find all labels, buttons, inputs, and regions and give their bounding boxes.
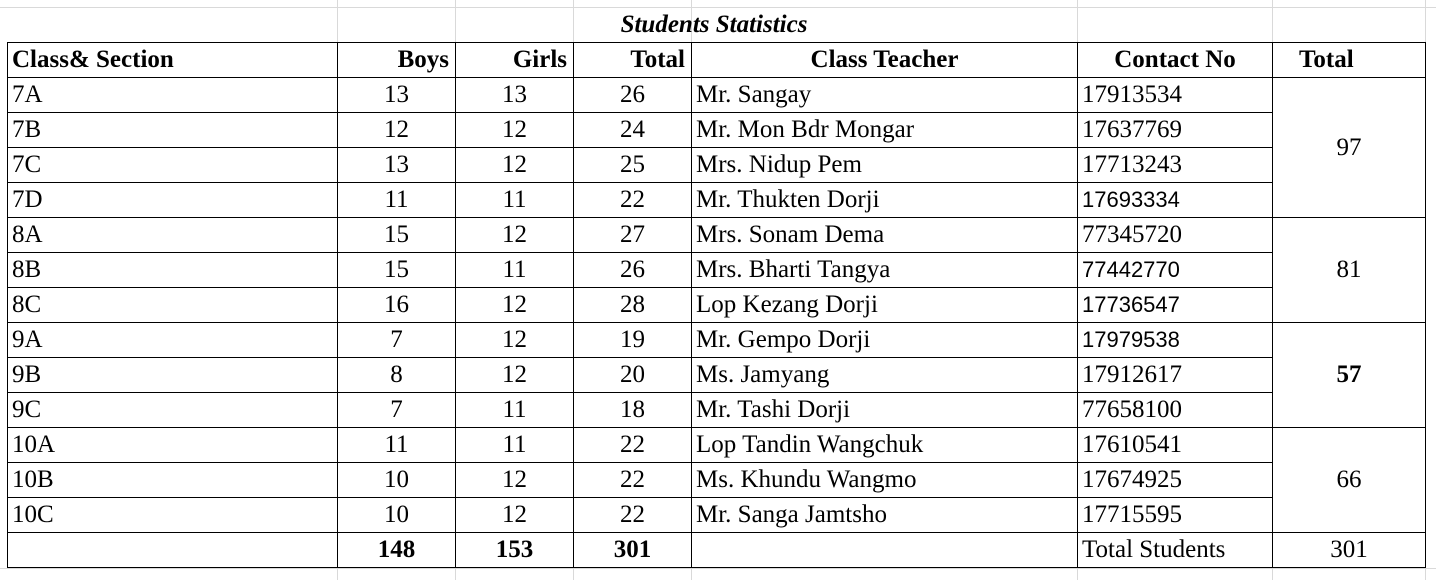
cell-class[interactable]: 7D xyxy=(8,183,338,218)
header-row xyxy=(8,43,1426,78)
cell-boys[interactable]: 13 xyxy=(338,148,456,183)
cell-girls[interactable]: 12 xyxy=(456,463,574,498)
cell-contact[interactable]: 17693334 xyxy=(1078,183,1273,218)
table-row xyxy=(8,78,1426,113)
table-row xyxy=(8,113,1426,148)
totals-row xyxy=(8,533,1426,568)
cell-class[interactable]: 10B xyxy=(8,463,338,498)
header-contact-no[interactable]: Contact No xyxy=(1078,43,1273,78)
cell-class[interactable]: 8C xyxy=(8,288,338,323)
cell-teacher[interactable]: Mr. Thukten Dorji xyxy=(692,183,1078,218)
cell-contact[interactable]: 17913534 xyxy=(1078,78,1273,113)
cell-boys[interactable]: 12 xyxy=(338,113,456,148)
cell-total[interactable]: 26 xyxy=(574,78,692,113)
cell-girls[interactable]: 12 xyxy=(456,323,574,358)
cell-girls[interactable]: 12 xyxy=(456,218,574,253)
cell-teacher[interactable]: Ms. Khundu Wangmo xyxy=(692,463,1078,498)
cell-contact[interactable]: 17715595 xyxy=(1078,498,1273,533)
cell-girls[interactable]: 12 xyxy=(456,288,574,323)
cell-contact[interactable]: 17736547 xyxy=(1078,288,1273,323)
cell-total[interactable]: 26 xyxy=(574,253,692,288)
cell-boys[interactable]: 11 xyxy=(338,428,456,463)
cell-class[interactable]: 9C xyxy=(8,393,338,428)
header-boys[interactable]: Boys xyxy=(338,43,456,78)
cell-boys[interactable]: 13 xyxy=(338,78,456,113)
cell-contact[interactable]: 17713243 xyxy=(1078,148,1273,183)
cell-contact[interactable]: 77442770 xyxy=(1078,253,1273,288)
cell-boys[interactable]: 7 xyxy=(338,323,456,358)
cell-total[interactable]: 27 xyxy=(574,218,692,253)
sheet-title-text: Students Statistics xyxy=(620,11,808,38)
cell-total[interactable]: 22 xyxy=(574,183,692,218)
cell-total-boys[interactable]: 148 xyxy=(338,533,456,568)
cell-girls[interactable]: 11 xyxy=(456,183,574,218)
students-table xyxy=(7,42,1426,568)
cell-girls[interactable]: 12 xyxy=(456,148,574,183)
cell-teacher[interactable]: Mr. Tashi Dorji xyxy=(692,393,1078,428)
table-row xyxy=(8,323,1426,358)
cell-contact[interactable]: 17610541 xyxy=(1078,428,1273,463)
cell-boys[interactable]: 8 xyxy=(338,358,456,393)
cell-class[interactable]: 7C xyxy=(8,148,338,183)
cell-class[interactable]: 8B xyxy=(8,253,338,288)
cell-class[interactable]: 10A xyxy=(8,428,338,463)
cell-class[interactable]: 8A xyxy=(8,218,338,253)
cell-boys[interactable]: 16 xyxy=(338,288,456,323)
table-row xyxy=(8,358,1426,393)
header-class-section[interactable]: Class& Section xyxy=(8,43,338,78)
cell-girls[interactable]: 13 xyxy=(456,78,574,113)
cell-grade9-total[interactable]: 57 xyxy=(1273,323,1426,428)
cell-total[interactable]: 24 xyxy=(574,113,692,148)
table-row xyxy=(8,183,1426,218)
cell-teacher[interactable]: Lop Kezang Dorji xyxy=(692,288,1078,323)
header-grade-total[interactable]: Total xyxy=(1273,43,1426,78)
cell-total[interactable]: 19 xyxy=(574,323,692,358)
cell-total[interactable]: 18 xyxy=(574,393,692,428)
cell-contact[interactable]: 17674925 xyxy=(1078,463,1273,498)
cell-contact[interactable]: 17912617 xyxy=(1078,358,1273,393)
cell-girls[interactable]: 12 xyxy=(456,498,574,533)
cell-total[interactable]: 28 xyxy=(574,288,692,323)
table-row xyxy=(8,393,1426,428)
cell-teacher[interactable]: Mr. Mon Bdr Mongar xyxy=(692,113,1078,148)
cell-class[interactable]: 7A xyxy=(8,78,338,113)
cell-boys[interactable]: 7 xyxy=(338,393,456,428)
cell-teacher[interactable]: Mrs. Sonam Dema xyxy=(692,218,1078,253)
cell-total-students-value[interactable]: 301 xyxy=(1273,533,1426,568)
sheet-title[interactable] xyxy=(0,8,1436,42)
cell-total[interactable]: 20 xyxy=(574,358,692,393)
table-row xyxy=(8,463,1426,498)
table-row xyxy=(8,428,1426,463)
cell-contact[interactable]: 77658100 xyxy=(1078,393,1273,428)
cell-boys[interactable]: 11 xyxy=(338,183,456,218)
cell-class[interactable]: 9B xyxy=(8,358,338,393)
cell-total-girls[interactable]: 153 xyxy=(456,533,574,568)
cell-boys[interactable]: 10 xyxy=(338,463,456,498)
cell-total[interactable]: 25 xyxy=(574,148,692,183)
cell-grade10-total[interactable]: 66 xyxy=(1273,428,1426,533)
gridline xyxy=(0,568,1436,569)
cell-grand-total[interactable]: 301 xyxy=(574,533,692,568)
table-row xyxy=(8,253,1426,288)
cell-girls[interactable]: 12 xyxy=(456,358,574,393)
cell-teacher[interactable]: Lop Tandin Wangchuk xyxy=(692,428,1078,463)
cell-class[interactable]: 10C xyxy=(8,498,338,533)
cell-grade7-total[interactable]: 97 xyxy=(1273,78,1426,218)
cell-total[interactable]: 22 xyxy=(574,498,692,533)
cell-grade8-total[interactable]: 81 xyxy=(1273,218,1426,323)
cell-contact[interactable]: 17637769 xyxy=(1078,113,1273,148)
cell-girls[interactable]: 12 xyxy=(456,113,574,148)
cell-total[interactable]: 22 xyxy=(574,463,692,498)
cell-teacher[interactable]: Mrs. Nidup Pem xyxy=(692,148,1078,183)
cell-teacher[interactable]: Mr. Sangay xyxy=(692,78,1078,113)
table-row xyxy=(8,498,1426,533)
table-row xyxy=(8,148,1426,183)
cell-empty[interactable] xyxy=(8,533,338,568)
cell-teacher[interactable]: Mr. Gempo Dorji xyxy=(692,323,1078,358)
cell-girls[interactable]: 11 xyxy=(456,393,574,428)
cell-boys[interactable]: 15 xyxy=(338,253,456,288)
header-girls[interactable]: Girls xyxy=(456,43,574,78)
cell-contact[interactable]: 17979538 xyxy=(1078,323,1273,358)
table-row xyxy=(8,218,1426,253)
header-class-teacher[interactable]: Class Teacher xyxy=(692,43,1078,78)
cell-boys[interactable]: 15 xyxy=(338,218,456,253)
cell-teacher[interactable]: Mrs. Bharti Tangya xyxy=(692,253,1078,288)
cell-empty[interactable] xyxy=(692,533,1078,568)
cell-girls[interactable]: 11 xyxy=(456,428,574,463)
cell-teacher[interactable]: Ms. Jamyang xyxy=(692,358,1078,393)
cell-boys[interactable]: 10 xyxy=(338,498,456,533)
cell-girls[interactable]: 11 xyxy=(456,253,574,288)
cell-class[interactable]: 9A xyxy=(8,323,338,358)
cell-total[interactable]: 22 xyxy=(574,428,692,463)
header-total[interactable]: Total xyxy=(574,43,692,78)
cell-contact[interactable]: 77345720 xyxy=(1078,218,1273,253)
cell-class[interactable]: 7B xyxy=(8,113,338,148)
table-row xyxy=(8,288,1426,323)
cell-teacher[interactable]: Mr. Sanga Jamtsho xyxy=(692,498,1078,533)
cell-total-students-label[interactable]: Total Students xyxy=(1078,533,1273,568)
